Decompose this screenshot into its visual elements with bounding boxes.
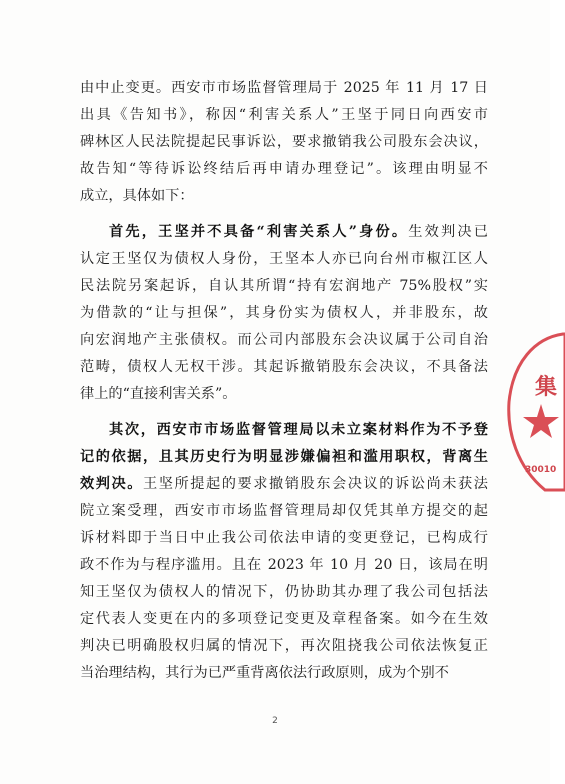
line-text: 向宏润地产主张债权。而公司内部股东会决议属于公司自治 — [80, 332, 488, 348]
bold-text: 首先，王坚并不具备“利害关系人”身份。 — [109, 224, 409, 240]
text-line — [80, 660, 488, 687]
line-text: 出具《告知书》，称因“利害关系人”王坚于同日向西安市 — [80, 107, 488, 123]
text-line — [80, 471, 488, 498]
text-line — [80, 300, 488, 327]
line-text: 范畴，债权人无权干涉。其起诉撤销股东会决议，不具备法 — [80, 359, 488, 375]
line-text: 生效判决已 — [408, 224, 488, 240]
text-line — [80, 498, 488, 525]
line-text: 王坚所提起的要求撤销股东会决议的诉讼尚未获法 — [143, 476, 488, 492]
text-line — [80, 525, 488, 552]
line-text: 政不作为与程序滥用。且在 2023 年 10 月 20 日，该局在明 — [80, 557, 488, 573]
text-line — [80, 579, 488, 606]
bold-text: 记的依据，且其历史行为明显涉嫌偏袒和滥用职权，背离生 — [80, 449, 488, 465]
text-line — [80, 246, 488, 273]
text-line — [80, 633, 488, 660]
text-line — [80, 219, 488, 246]
text-line — [80, 129, 488, 156]
line-text: 为借款的“让与担保”，其身份实为债权人，并非股东，故 — [80, 305, 488, 321]
body-text — [80, 75, 488, 687]
page-number: 2 — [272, 716, 278, 726]
text-line — [80, 183, 488, 210]
text-line — [80, 381, 488, 408]
line-text: 成立，具体如下： — [80, 188, 194, 204]
line-text: 定代表人变更在内的多项登记变更及章程备案。如今在生效 — [80, 611, 488, 627]
line-text: 认定王坚仅为债权人身份，王坚本人亦已向台州市椒江区人 — [80, 251, 488, 267]
text-line — [80, 354, 488, 381]
official-seal — [505, 332, 565, 492]
text-line — [80, 75, 488, 102]
seal-char: 集 — [535, 374, 558, 400]
line-text: 律上的“直接利害关系”。 — [80, 386, 237, 402]
paragraph — [80, 219, 488, 408]
line-text: 院立案受理，西安市市场监督管理局却仅凭其单方提交的起 — [80, 503, 488, 519]
line-text: 民法院另案起诉，自认其所谓“持有宏润地产 75%股权”实 — [80, 278, 488, 294]
text-line — [80, 327, 488, 354]
text-line — [80, 444, 488, 471]
text-line — [80, 552, 488, 579]
line-text: 诉材料即于当日中止我公司依法申请的变更登记，已构成行 — [80, 530, 488, 546]
paragraph — [80, 417, 488, 687]
line-text: 知王坚仅为债权人的情况下，仍协助其办理了我公司包括法 — [80, 584, 488, 600]
line-text: 故告知“等待诉讼终结后再申请办理登记”。该理由明显不 — [80, 161, 488, 177]
text-line — [80, 606, 488, 633]
line-text: 判决已明确股权归属的情况下，再次阻挠我公司依法恢复正 — [80, 638, 488, 654]
paragraph — [80, 75, 488, 210]
line-text: 当治理结构，其行为已严重背离依法行政原则，成为个别不 — [80, 665, 449, 681]
text-line — [80, 417, 488, 444]
text-line — [80, 273, 488, 300]
line-text: 由中止变更。西安市市场监督管理局于 2025 年 11 月 17 日 — [80, 80, 488, 96]
line-text: 碑林区人民法院提起民事诉讼，要求撤销我公司股东会决议， — [80, 134, 488, 150]
seal-code: 30010 — [525, 465, 557, 475]
text-line — [80, 102, 488, 129]
seal-star-icon — [523, 404, 559, 438]
text-line — [80, 156, 488, 183]
bold-text: 效判决。 — [80, 476, 144, 492]
bold-text: 其次，西安市市场监督管理局以未立案材料作为不予登 — [109, 422, 488, 438]
